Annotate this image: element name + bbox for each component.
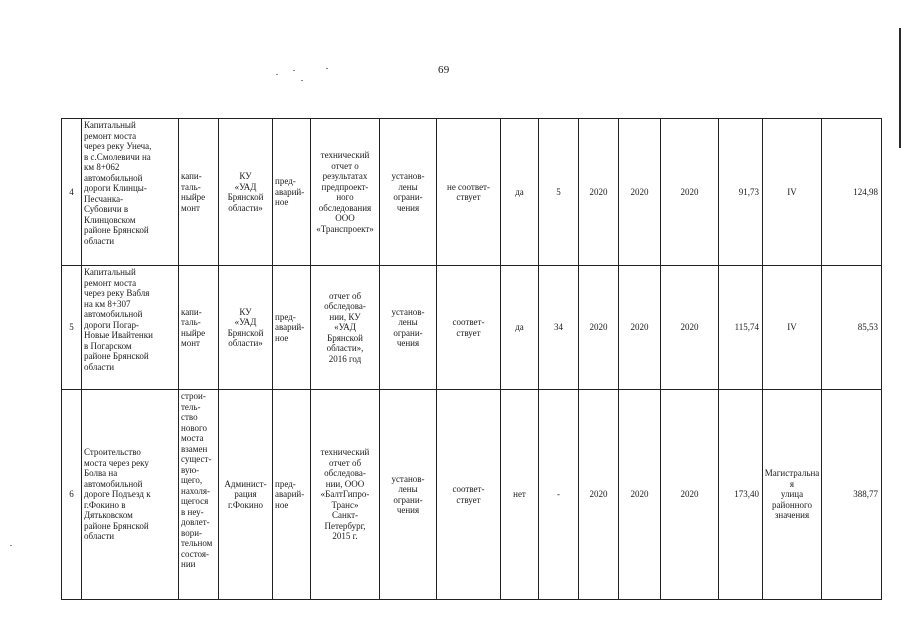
- page-number: 69: [438, 64, 450, 76]
- category: IV: [787, 186, 797, 197]
- cost: 388,77: [822, 390, 882, 600]
- year-2: 2020: [619, 266, 661, 390]
- customer: КУ «УАД Брянской области»: [227, 306, 264, 348]
- customer: КУ «УАД Брянской области»: [227, 171, 264, 213]
- work-type: строи- тель- ство нового моста взамен сущест- вую- щего, нахоля- щегося в неу- довлет- вори- тельном состоя- нии: [181, 391, 213, 569]
- table-row: [62, 390, 882, 600]
- table-row: [62, 119, 882, 266]
- condition: пред- аварий- ное: [275, 478, 305, 510]
- scan-speck: [293, 70, 295, 71]
- flag: да: [501, 119, 539, 266]
- bridge-works-table: [61, 118, 882, 600]
- object-name: Капитальный ремонт моста через реку Унеча, в с.Смолевичи на км 8+062 автомобильной дороги Клинцы- Песчанка- Субовичи в Клинцовском районе Брянской области: [84, 120, 152, 246]
- condition: пред- аварий- ное: [275, 311, 305, 343]
- category: IV: [787, 322, 797, 333]
- year-3: 2020: [661, 390, 719, 600]
- work-type: капи- таль- ныйре монт: [181, 171, 206, 213]
- restrictions: установ- лены ограни- чения: [391, 473, 425, 515]
- object-name: Строительство моста через реку Болва на автомобильной дороге Подъезд к г.Фокино в Дятьковском районе Брянской области: [84, 447, 151, 542]
- row-number: 6: [62, 390, 82, 600]
- cost: 85,53: [822, 266, 882, 390]
- category: Магистральная улица районного значения: [764, 468, 820, 521]
- scan-edge-line: [899, 28, 901, 148]
- row-number: 5: [62, 266, 82, 390]
- year-1: 2020: [579, 266, 619, 390]
- survey-document: технический отчет о результатах предпроект- ного обследования ООО «Транспроект»: [316, 150, 374, 234]
- scan-speck: [276, 74, 278, 75]
- scan-speck: [326, 68, 328, 69]
- survey-document: отчет об обследова- нии, КУ «УАД Брянской области», 2016 год: [324, 290, 366, 364]
- scan-speck: [10, 545, 12, 546]
- work-type: капи- таль- ныйре монт: [181, 306, 206, 348]
- restrictions: установ- лены ограни- чения: [391, 306, 425, 348]
- year-2: 2020: [619, 119, 661, 266]
- restrictions: установ- лены ограни- чения: [391, 171, 425, 213]
- flag: нет: [501, 390, 539, 600]
- cost: 124,98: [822, 119, 882, 266]
- year-3: 2020: [661, 119, 719, 266]
- count: -: [539, 390, 579, 600]
- count: 34: [539, 266, 579, 390]
- flag: да: [501, 266, 539, 390]
- length: 91,73: [719, 119, 763, 266]
- customer: Админист- рация г.Фокино: [224, 478, 267, 510]
- year-2: 2020: [619, 390, 661, 600]
- scan-speck: [301, 80, 303, 81]
- year-1: 2020: [579, 119, 619, 266]
- condition: пред- аварий- ное: [275, 176, 305, 208]
- table-row: [62, 266, 882, 390]
- length: 173,40: [719, 390, 763, 600]
- object-name: Капитальный ремонт моста через реку Вабля на км 8+307 автомобильной дороги Погар- Новые Ивайтенки в Погарском районе Брянской области: [84, 267, 153, 372]
- length: 115,74: [719, 266, 763, 390]
- compliance: соответ- ствует: [452, 317, 485, 338]
- survey-document: технический отчет об обследова- нии, ООО «БалтГипро- Транс» Санкт- Петербург, 2015 г.: [320, 447, 370, 542]
- count: 5: [539, 119, 579, 266]
- compliance: не соответ- ствует: [447, 181, 490, 202]
- year-1: 2020: [579, 390, 619, 600]
- compliance: соответ- ствует: [452, 484, 485, 505]
- year-3: 2020: [661, 266, 719, 390]
- row-number: 4: [62, 119, 82, 266]
